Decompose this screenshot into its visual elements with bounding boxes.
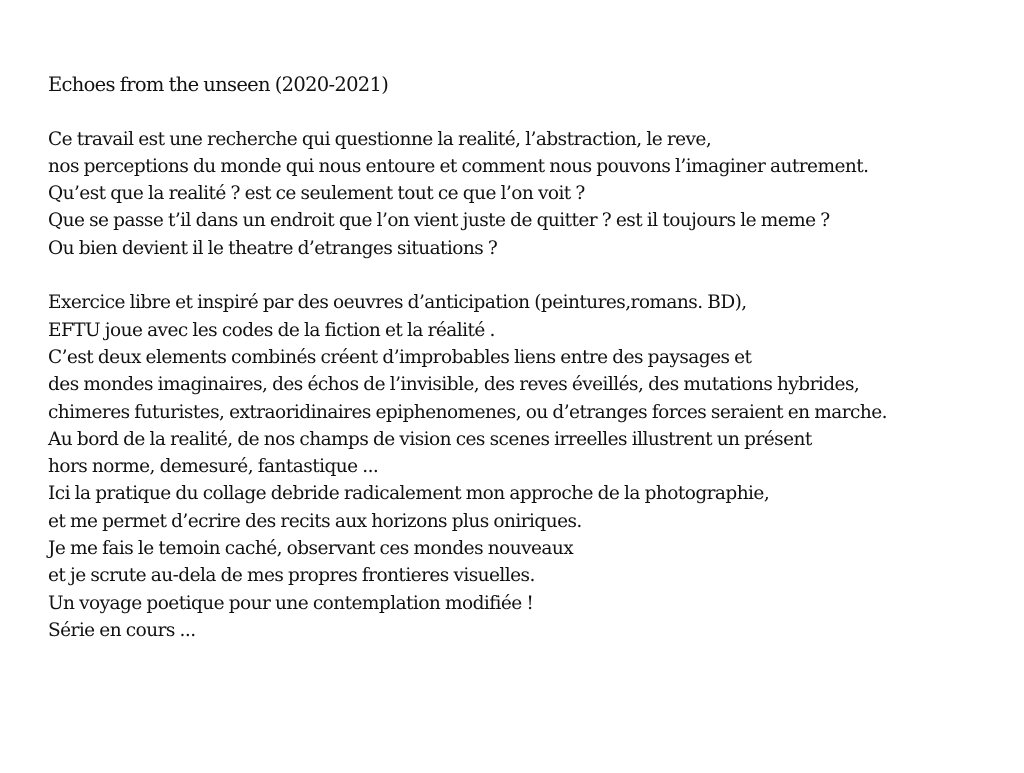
paragraph-intro — [48, 126, 1018, 262]
text-line: Je me fais le temoin caché, observant ces mondes nouveaux — [48, 538, 574, 560]
paragraph-spacer — [48, 262, 1018, 289]
text-line: hors norme, demesuré, fantastique ... — [48, 456, 379, 478]
text-line: nos perceptions du monde qui nous entoure et comment nous pouvons l’imaginer autrement. — [48, 155, 869, 177]
text-line: Série en cours ... — [48, 619, 196, 641]
document-body — [48, 71, 1018, 644]
text-line: Au bord de la realité, de nos champs de vision ces scenes irreelles illustrent un présent — [48, 428, 812, 450]
text-line: des mondes imaginaires, des échos de l’invisible, des reves éveillés, des mutations hybrides, — [48, 374, 860, 396]
text-line: Ici la pratique du collage debride radicalement mon approche de la photographie, — [48, 483, 770, 505]
text-line: Un voyage poetique pour une contemplation modifiée ! — [48, 592, 534, 614]
text-line: Qu’est que la realité ? est ce seulement tout ce que l’on voit ? — [48, 183, 585, 205]
paragraph-description — [48, 289, 1018, 644]
text-line: Ce travail est une recherche qui questionne la realité, l’abstraction, le reve, — [48, 128, 712, 150]
text-line: chimeres futuristes, extraoridinaires epiphenomenes, ou d’etranges forces seraient en marche. — [48, 401, 887, 423]
text-line: C’est deux elements combinés créent d’improbables liens entre des paysages et — [48, 346, 752, 368]
text-line: EFTU joue avec les codes de la fiction et la réalité . — [48, 319, 495, 341]
text-line: et me permet d’ecrire des recits aux horizons plus oniriques. — [48, 510, 582, 532]
text-line: Ou bien devient il le theatre d’etranges situations ? — [48, 237, 498, 259]
text-line: et je scrute au-dela de mes propres frontieres visuelles. — [48, 565, 535, 587]
document-title: Echoes from the unseen (2020-2021) — [48, 73, 389, 96]
paragraph-spacer — [48, 98, 1018, 125]
text-line: Exercice libre et inspiré par des oeuvres d’anticipation (peintures,romans. BD), — [48, 292, 747, 314]
text-line: Que se passe t’il dans un endroit que l’on vient juste de quitter ? est il toujours le meme ? — [48, 210, 830, 232]
